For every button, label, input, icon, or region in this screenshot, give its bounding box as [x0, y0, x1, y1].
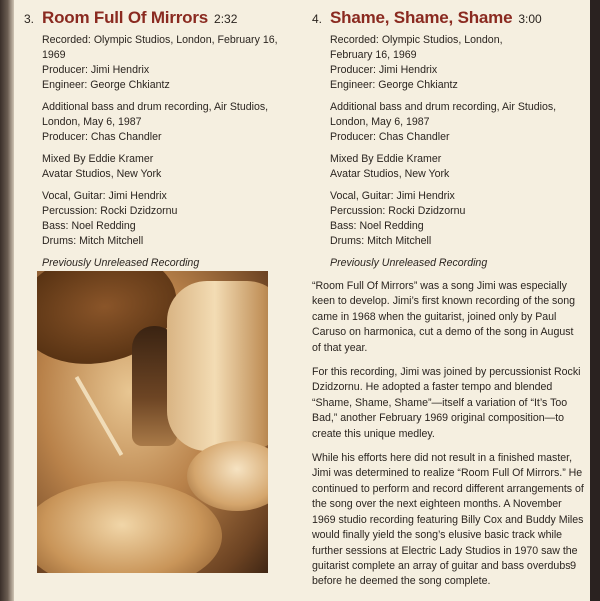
page-edge	[590, 0, 600, 601]
credit-line: February 16, 1969	[330, 49, 417, 61]
track-4-credits	[330, 33, 584, 249]
credit-block	[42, 100, 284, 145]
credit-line: Percussion: Rocki Dzidzornu	[330, 205, 466, 217]
credit-line: Vocal, Guitar: Jimi Hendrix	[330, 190, 455, 202]
track-3-credits	[42, 33, 284, 249]
credit-line: Additional bass and drum recording, Air Studios,	[42, 101, 269, 113]
credit-line: Recorded: Olympic Studios, London, February 16, 1969	[42, 34, 278, 61]
track-title: Room Full Of Mirrors	[42, 8, 209, 27]
track-3-section	[24, 10, 284, 271]
credit-line: Percussion: Rocki Dzidzornu	[42, 205, 178, 217]
credit-line: Drums: Mitch Mitchell	[330, 235, 432, 247]
body-paragraph: While his efforts here did not result in a finished master, Jimi was determined to realize “Room Full Of Mirrors.” He continued to perform and record different arrangements of the song over the next eighteen months. A November 1969 studio recording featuring Billy Cox and Buddy Miles would finally yield the song’s elusive basic track while further sessions at Electric Lady Studios in 1970 saw the guitarist complete an array of guitar and bass overdubs before he deemed the song complete.	[312, 452, 584, 588]
liner-notes-body	[312, 279, 584, 590]
booklet-spine	[0, 0, 14, 601]
track-number: 4.	[312, 12, 323, 26]
credit-line: Engineer: George Chkiantz	[42, 79, 170, 91]
body-paragraph: For this recording, Jimi was joined by percussionist Rocki Dzidzornu. He adopted a faster tempo and blended “Shame, Shame, Shame”—itself a variation of “It’s Too Bad,” another February 1969 original composition—to create this unique medley.	[312, 366, 581, 440]
credit-line: Bass: Noel Redding	[42, 220, 136, 232]
credit-line: Producer: Chas Chandler	[42, 131, 162, 143]
release-note: Previously Unreleased Recording	[42, 257, 200, 269]
credit-block	[42, 152, 284, 182]
credit-line: Avatar Studios, New York	[42, 168, 162, 180]
track-3-header	[24, 10, 284, 27]
credit-line: Additional bass and drum recording, Air Studios,	[330, 101, 557, 113]
credit-line: Mixed By Eddie Kramer	[330, 153, 442, 165]
track-duration: 2:32	[214, 12, 238, 26]
credit-line: Recorded: Olympic Studios, London,	[330, 34, 503, 46]
drumstick-shape	[75, 376, 123, 456]
credit-line: London, May 6, 1987	[42, 116, 142, 128]
credit-line: Drums: Mitch Mitchell	[42, 235, 144, 247]
credit-block	[42, 33, 284, 93]
credit-line: Bass: Noel Redding	[330, 220, 424, 232]
drummer-photo	[37, 271, 268, 573]
release-note: Previously Unreleased Recording	[330, 257, 488, 269]
credit-line: London, May 6, 1987	[330, 116, 430, 128]
track-4-header	[312, 10, 584, 27]
track-title: Shame, Shame, Shame	[330, 8, 513, 27]
credit-line: Engineer: George Chkiantz	[330, 79, 458, 91]
credit-line: Producer: Chas Chandler	[330, 131, 450, 143]
body-paragraph: “Room Full Of Mirrors” was a song Jimi was especially keen to develop. Jimi’s first known recording of the song came in 1968 when the guitarist, joined only by Paul Caruso on harmonica, cut a demo of the song in August of that year.	[312, 280, 576, 354]
credit-line: Producer: Jimi Hendrix	[330, 64, 438, 76]
tom-drum-shape	[167, 281, 268, 451]
credit-line: Mixed By Eddie Kramer	[42, 153, 154, 165]
credit-line: Vocal, Guitar: Jimi Hendrix	[42, 190, 167, 202]
track-4-section	[312, 10, 584, 599]
credit-block	[330, 189, 584, 249]
credit-block	[42, 189, 284, 249]
credit-line: Avatar Studios, New York	[330, 168, 450, 180]
credit-line: Producer: Jimi Hendrix	[42, 64, 150, 76]
track-duration: 3:00	[518, 12, 542, 26]
credit-block	[330, 33, 584, 93]
credit-block	[330, 100, 584, 145]
page-number: 9	[570, 560, 577, 572]
track-number: 3.	[24, 12, 35, 26]
credit-block	[330, 152, 584, 182]
